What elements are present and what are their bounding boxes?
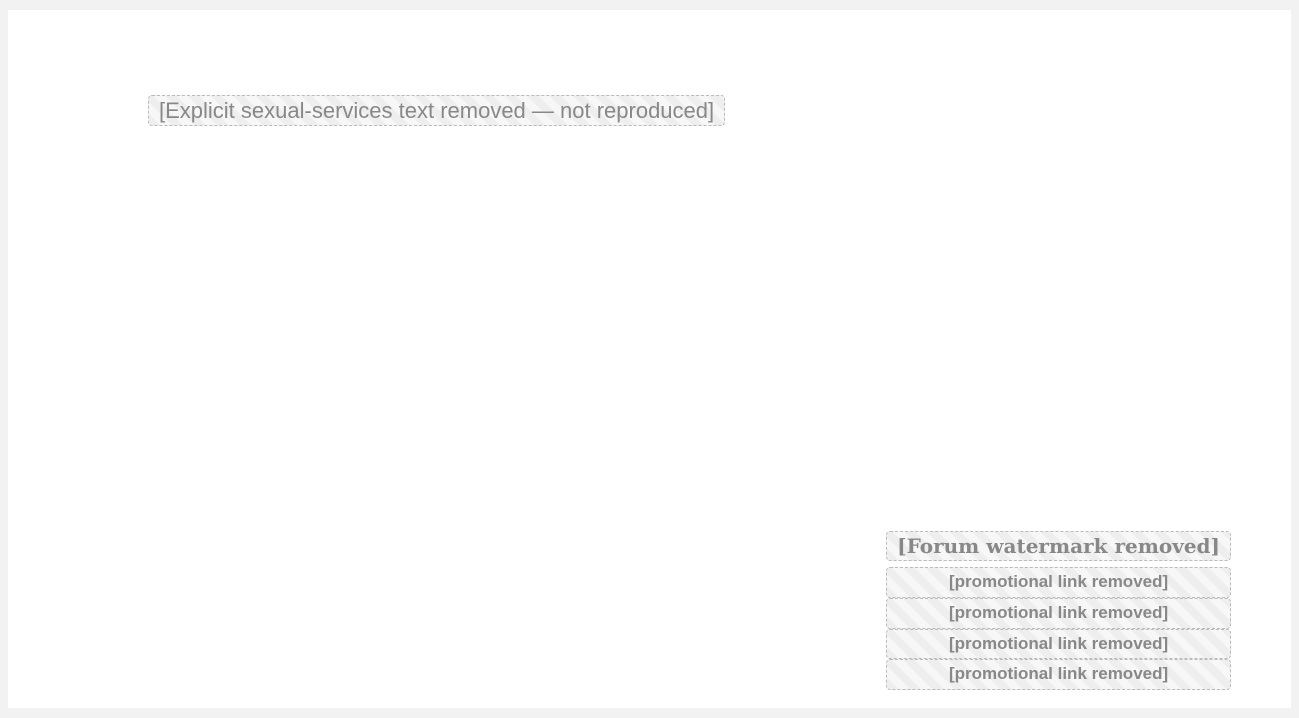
redacted-paragraph: [Explicit sexual-services text removed — not reproduced] (148, 95, 725, 126)
document-paragraph (148, 80, 1178, 139)
watermark-link: [promotional link removed] (886, 659, 1231, 690)
watermark-title: [Forum watermark removed] (886, 531, 1231, 561)
watermark-link: [promotional link removed] (886, 567, 1231, 598)
watermark-link: [promotional link removed] (886, 598, 1231, 629)
document-page (8, 10, 1291, 708)
watermark-link: [promotional link removed] (886, 629, 1231, 660)
watermark-block (886, 531, 1231, 690)
